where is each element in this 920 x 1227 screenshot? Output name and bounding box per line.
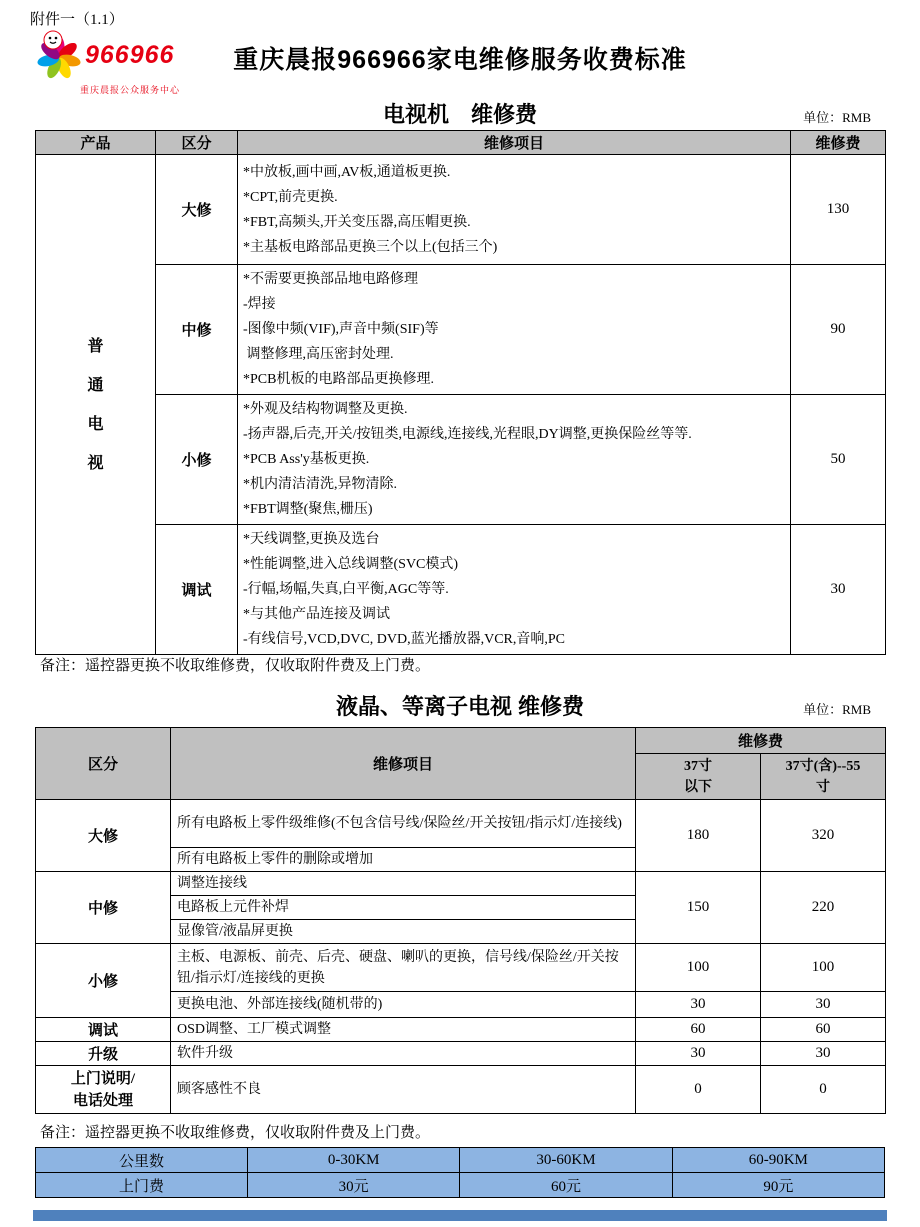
repair-item-line: -有线信号,VCD,DVC, DVD,蓝光播放器,VCR,音响,PC [243, 632, 566, 647]
repair-item-line: -行幅,场幅,失真,白平衡,AGC等等. [243, 582, 449, 597]
category-cell: 大修 [156, 155, 238, 265]
repair-item-line: *FBT,高频头,开关变压器,高压帽更换. [243, 214, 471, 230]
visit-fee-table [35, 1147, 885, 1198]
product-name-vertical [36, 327, 155, 483]
repair-item-cell: OSD调整、工厂模式调整 [171, 1018, 636, 1042]
repair-item-line: *不需要更换部品地电路修理 [243, 272, 418, 287]
size-large-line: 37寸(含)--55 [785, 758, 861, 774]
col-header-size-small [636, 754, 761, 800]
lcd-note: 备注：遥控器更换不收取维修费，仅收取附件费及上门费。 [40, 1125, 431, 1141]
fee-cell-large: 320 [761, 800, 886, 872]
category-cell: 大修 [36, 800, 171, 872]
mileage-range-cell: 60-90KM [672, 1148, 884, 1173]
col-header-product: 产品 [36, 131, 156, 155]
repair-item-line: *天线调整,更换及选台 [243, 532, 380, 547]
repair-item-line: -扬声器,后壳,开关/按钮类,电源线,连接线,光程眼,DY调整,更换保险丝等等. [243, 427, 692, 442]
visit-fee-cell: 90元 [672, 1173, 884, 1198]
tv-section-title: 电视机 维修费 [382, 102, 537, 127]
product-char: 视 [87, 454, 104, 472]
col-header-item: 维修项目 [171, 728, 636, 800]
fee-cell: 50 [791, 395, 886, 525]
size-small-line: 以下 [684, 779, 712, 795]
col-header-category: 区分 [156, 131, 238, 155]
fee-cell-large: 220 [761, 872, 886, 944]
tv-repair-fee-table [35, 130, 886, 655]
category-cell: 中修 [36, 872, 171, 944]
repair-item-line: *PCB Ass'y基板更换. [243, 452, 370, 467]
lcd-section-title: 液晶、等离子电视 维修费 [335, 694, 585, 719]
product-char: 普 [87, 337, 104, 355]
repair-item-cell: 主板、电源板、前壳、后壳、硬盘、喇叭的更换，信号线/保险丝/开关按钮/指示灯/连接线的更换 [171, 944, 636, 992]
col-header-item: 维修项目 [238, 131, 791, 155]
repair-item-line: *外观及结构物调整及更换. [243, 402, 408, 417]
repair-item-cell: 更换电池、外部连接线(随机带的) [171, 992, 636, 1018]
visit-fee-cell: 30元 [248, 1173, 460, 1198]
mileage-label-cell: 公里数 [36, 1148, 248, 1173]
category-cell: 调试 [36, 1018, 171, 1042]
repair-items-cell [238, 155, 791, 265]
repair-item-line: -图像中频(VIF),声音中频(SIF)等 [243, 322, 439, 337]
fee-cell-large: 30 [761, 992, 886, 1018]
tv-unit-label: 单位：RMB [803, 110, 871, 125]
attachment-label: 附件一（1.1） [30, 12, 124, 28]
fee-cell: 90 [791, 265, 886, 395]
col-header-size-large [761, 754, 886, 800]
page-title: 重庆晨报966966家电维修服务收费标准 [233, 46, 687, 74]
repair-item-cell: 电路板上元件补焊 [171, 896, 636, 920]
visit-fee-cell: 60元 [460, 1173, 672, 1198]
repair-item-cell: 调整连接线 [171, 872, 636, 896]
col-header-fee: 维修费 [636, 728, 886, 754]
fee-cell-large: 100 [761, 944, 886, 992]
repair-item-cell: 软件升级 [171, 1042, 636, 1066]
repair-item-line: 调整修理,高压密封处理. [243, 347, 394, 362]
fee-cell-large: 30 [761, 1042, 886, 1066]
repair-items-cell [238, 395, 791, 525]
tv-section-header [35, 98, 885, 129]
visit-fee-label-cell: 上门费 [36, 1173, 248, 1198]
repair-item-cell: 所有电路板上零件的删除或增加 [171, 848, 636, 872]
tv-note: 备注：遥控器更换不收取维修费，仅收取附件费及上门费。 [40, 658, 431, 674]
category-line: 上门说明/ [70, 1070, 136, 1087]
fee-cell-small: 100 [636, 944, 761, 992]
category-line: 电话处理 [72, 1092, 133, 1109]
fee-cell: 30 [791, 525, 886, 655]
mileage-range-cell: 30-60KM [460, 1148, 672, 1173]
category-cell: 升级 [36, 1042, 171, 1066]
product-cell [36, 155, 156, 655]
repair-item-line: *机内清洁清洗,异物清除. [243, 477, 397, 492]
category-cell: 小修 [36, 944, 171, 1018]
category-cell: 中修 [156, 265, 238, 395]
fee-cell-small: 180 [636, 800, 761, 872]
category-cell [36, 1066, 171, 1114]
category-cell: 小修 [156, 395, 238, 525]
fee-cell-small: 30 [636, 992, 761, 1018]
logo-number: 966966 [85, 40, 175, 69]
fee-cell: 130 [791, 155, 886, 265]
lcd-unit-label: 单位：RMB [803, 702, 871, 717]
size-small-line: 37寸 [684, 758, 712, 774]
logo-caption: 重庆晨报公众服务中心 [80, 85, 181, 95]
mileage-range-cell: 0-30KM [248, 1148, 460, 1173]
repair-items-cell [238, 265, 791, 395]
product-char: 通 [87, 376, 104, 394]
fee-cell-large: 60 [761, 1018, 886, 1042]
lcd-section-header [35, 690, 885, 721]
repair-item-cell: 所有电路板上零件级维修(不包含信号线/保险丝/开关按钮/指示灯/连接线) [171, 800, 636, 848]
col-header-fee: 维修费 [791, 131, 886, 155]
repair-item-line: -焊接 [243, 297, 276, 312]
fee-cell-small: 0 [636, 1066, 761, 1114]
lcd-repair-fee-table [35, 727, 886, 1114]
col-header-category: 区分 [36, 728, 171, 800]
bottom-divider-bar [33, 1210, 887, 1221]
category-cell: 调试 [156, 525, 238, 655]
fee-cell-small: 30 [636, 1042, 761, 1066]
product-char: 电 [87, 415, 104, 433]
repair-item-cell: 显像管/液晶屏更换 [171, 920, 636, 944]
fee-cell-large: 0 [761, 1066, 886, 1114]
repair-item-line: *CPT,前壳更换. [243, 189, 338, 205]
repair-item-line: *PCB机板的电路部品更换修理. [243, 372, 434, 387]
repair-items-cell [238, 525, 791, 655]
repair-item-line: *与其他产品连接及调试 [243, 607, 390, 622]
fee-cell-small: 60 [636, 1018, 761, 1042]
repair-item-line: *中放板,画中画,AV板,通道板更换. [243, 164, 451, 180]
repair-item-line: *FBT调整(聚焦,栅压) [243, 502, 373, 517]
size-large-line: 寸 [816, 779, 830, 795]
repair-item-line: *性能调整,进入总线调整(SVC模式) [243, 557, 459, 572]
repair-item-line: *主基板电路部品更换三个以上(包括三个) [243, 239, 498, 255]
fee-cell-small: 150 [636, 872, 761, 944]
repair-item-cell: 顾客感性不良 [171, 1066, 636, 1114]
